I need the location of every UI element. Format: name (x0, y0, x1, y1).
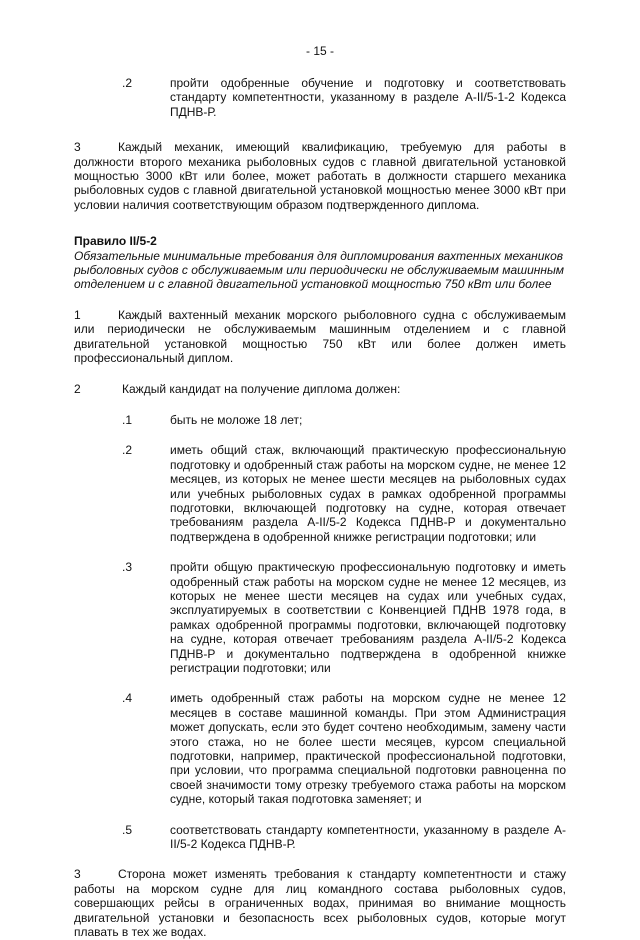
paragraph-2 (74, 382, 566, 396)
list-item (74, 443, 566, 544)
list-item-text: пройти одобренные обучение и подготовку и соответствовать стандарту компетентности, указанному в разделе A-II/5-1-2 Кодекса ПДНВ-Р. (170, 76, 566, 119)
list-item (74, 823, 566, 852)
list-item-top (74, 76, 566, 119)
list-item-number: .2 (122, 443, 133, 458)
list-item-text: соответствовать стандарту компетентности, указанному в разделе A-II/5-2 Кодекса ПДНВ-Р. (170, 822, 566, 852)
paragraph-1 (74, 308, 566, 366)
paragraph-text: Каждый вахтенный механик морского рыболовного судна с обслуживаемым или периодически не обслуживаемым машинным отделением и с главной двигательной установкой мощностью 750 кВт или более должен иметь профессиональный диплом. (74, 307, 566, 366)
rule-title: Правило II/5-2 (74, 234, 157, 249)
list-item-number: .5 (122, 822, 133, 837)
list-item-number: .1 (122, 412, 133, 427)
paragraph-3-bottom (74, 867, 566, 939)
paragraph-number: 1 (74, 307, 81, 322)
list-item-number: .2 (122, 76, 133, 90)
list-item-text: пройти общую практическую профессиональную подготовку и иметь одобренный стаж работы на морском судне не менее 12 месяцев, из которых не менее шести месяцев на судах или учебных судах, эксплуатируемых в соответствии с Конвенцией ПДНВ 1978 года, в рамках одобренной программы подготовки, включающей подготовку на судне, которая отвечает требованиям раздела A-II/5-2 Кодекса ПДНВ-Р и документально подтверждена в одобренной книжке регистрации подготовки; или (170, 560, 566, 675)
list-item (74, 560, 566, 675)
paragraph-number: 2 (74, 381, 81, 396)
rule-subtitle: Обязательные минимальные требования для дипломирования вахтенных механиков рыболовных судов с обслуживаемым или периодически не обслуживаемым машинным отделением и с главной двигательной установкой мощностью 750 кВт или более (74, 248, 565, 292)
list-item-text: быть не моложе 18 лет; (170, 412, 303, 427)
paragraph-text: Сторона может изменять требования к стандарту компетентности и стажу работы на морском судне для лиц командного состава рыболовных судов, совершающих рейсы в ограниченных водах, принимая во внимание мощность двигательной установки и безопасность всех рыболовных судов, которые могут плавать в тех же водах. (74, 867, 566, 940)
paragraph-number: 3 (74, 140, 81, 155)
list-item-text: иметь одобренный стаж работы на морском судне не менее 12 месяцев в составе машинной команды. При этом Администрация может допускать, если это будет сочтено необходимым, замену части этого стажа, но не более шести месяцев, курсом специальной подготовки, например, практической профессиональной подготовки, при условии, что программа специальной подготовки равноценна по своей значимости тому отрезку требуемого стажа работы на морском судне, который такая подготовка заменяет; и (170, 691, 566, 807)
paragraph-text: Каждый кандидат на получение диплома должен: (122, 381, 401, 396)
list-item-number: .3 (122, 560, 133, 575)
paragraph-number: 3 (74, 867, 81, 882)
list-item-number: .4 (122, 691, 133, 706)
paragraph-text: Каждый механик, имеющий квалификацию, требуемую для работы в должности второго механика рыболовных судов с главной двигательной установкой мощностью 3000 кВт или более, может работать в должности старшего механика рыболовных судов с главной двигательной установкой мощностью менее 3000 кВт при условии наличия соответствующим образом подтвержденного диплома. (74, 140, 566, 212)
list-item (74, 413, 566, 427)
paragraph-3-top (74, 140, 566, 212)
page-number: - 15 - (305, 44, 334, 58)
document-body (74, 76, 566, 940)
list-item-text: иметь общий стаж, включающий практическую профессиональную подготовку и одобренный стаж работы на морском судне, не менее 12 месяцев, из которых не менее шести месяцев на рыболовных судах или учебных рыболовных судах в рамках одобренной программы подготовки, включающей подготовку на судне, которая отвечает требованиям раздела A-II/5-2 Кодекса ПДНВ-Р и документально подтверждена в одобренной книжке регистрации подготовки; или (170, 443, 566, 544)
list-item (74, 691, 566, 806)
